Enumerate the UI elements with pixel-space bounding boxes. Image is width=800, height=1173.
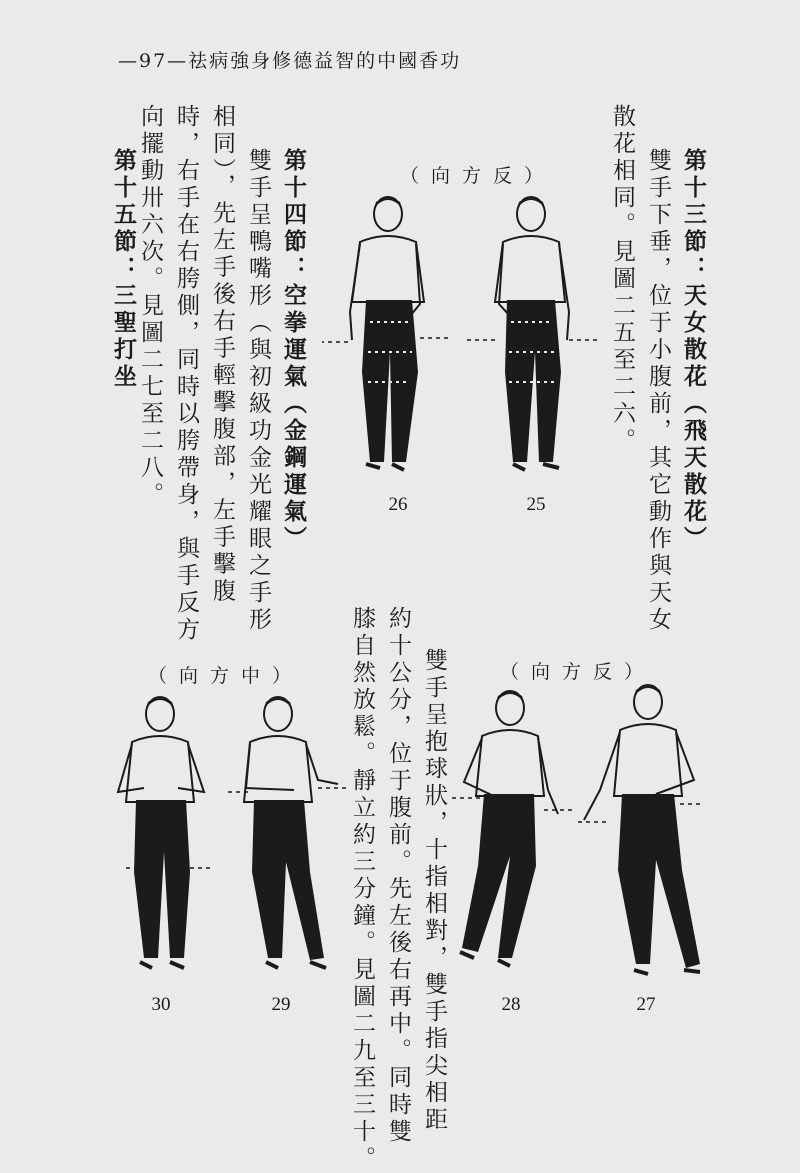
figure-28-number: 28 [501, 994, 521, 1015]
figure-30-number: 30 [151, 994, 171, 1015]
section14-line-3: 時，右手在右胯側，同時以胯帶身，與手反方 [173, 104, 199, 644]
section13-title: 第十三節：天女散花（飛天散花） [680, 148, 707, 553]
section15-line-2: 約十公分，位于腹前。先左後右再中。同時雙 [385, 606, 411, 1146]
figure-27-illustration [578, 680, 708, 982]
direction-label-top: （向方反） [400, 165, 556, 187]
section13-line-1: 雙手下垂，位于小腹前，其它動作與天女 [645, 148, 671, 634]
direction-label-bottom-right: （向方反） [500, 661, 656, 683]
figure-26-number: 26 [388, 494, 408, 515]
figure-25-number: 25 [526, 494, 546, 515]
direction-label-bottom-left: （向方中） [148, 665, 304, 687]
figure-27-number: 27 [636, 994, 656, 1015]
section14-line-1: 雙手呈鴨嘴形（與初級功金光耀眼之手形 [245, 148, 271, 634]
page-header: —97—祛病強身修德益智的中國香功 [118, 50, 462, 72]
section13-line-2: 散花相同。見圖二五至二六。 [609, 104, 635, 455]
section14-line-2: 相同），先左手後右手輕擊腹部，左手擊腹 [209, 104, 235, 606]
figure-25-illustration [465, 192, 605, 487]
section14-line-4: 向擺動卅六次。見圖二七至二八。 [137, 104, 163, 509]
section15-line-1: 雙手呈抱球狀，十指相對，雙手指尖相距 [421, 648, 447, 1134]
section14-title: 第十四節：空拳運氣（金鋼運氣） [280, 148, 307, 553]
figure-26-illustration [320, 192, 460, 487]
figure-29-illustration [228, 692, 348, 982]
figure-30-illustration [108, 692, 218, 982]
figure-28-illustration [448, 686, 578, 982]
figure-29-number: 29 [271, 994, 291, 1015]
section15-title: 第十五節：三聖打坐 [110, 148, 137, 391]
section15-line-3: 膝自然放鬆。靜立約三分鐘。見圖二九至三十。 [349, 606, 375, 1173]
